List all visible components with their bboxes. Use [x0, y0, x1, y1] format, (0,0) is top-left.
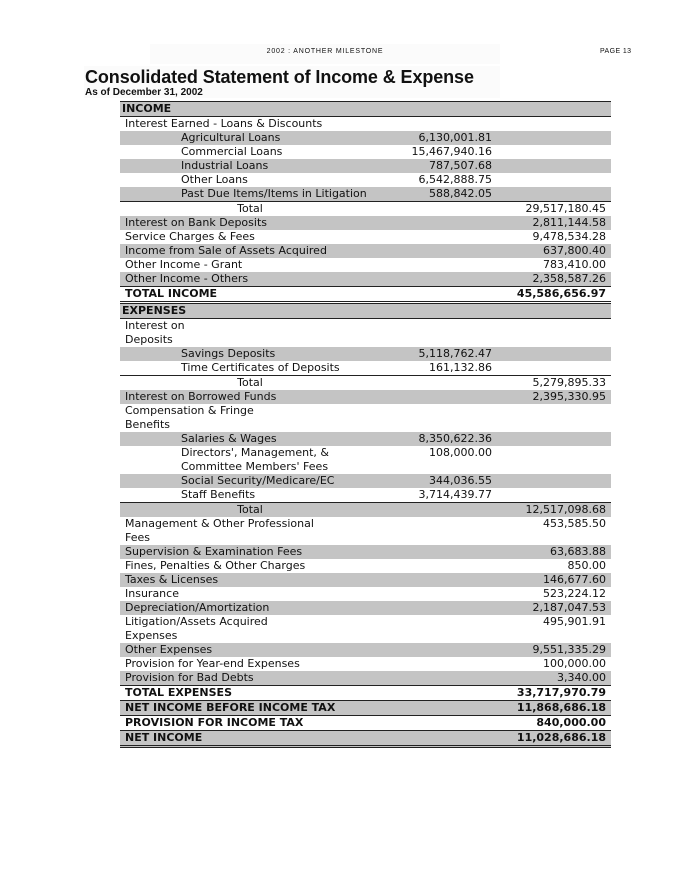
row-label: Supervision & Examination Fees [125, 545, 303, 558]
row-label: Fines, Penalties & Other Charges [125, 559, 306, 572]
row-amount: 6,130,001.81 [418, 131, 492, 144]
row-amount: 588,842.05 [429, 187, 492, 200]
line-item-row [120, 361, 611, 376]
row-amount: 2,187,047.53 [532, 601, 606, 614]
line-item-row [120, 131, 611, 145]
total-amount: 45,586,656.97 [516, 287, 606, 300]
total-amount: 11,868,686.18 [516, 701, 606, 714]
row-amount: 787,507.68 [429, 159, 492, 172]
row-amount: 5,118,762.47 [418, 347, 492, 360]
row-label: Directors', Management, & Committee Members' Fees [181, 446, 329, 473]
interest-on-deposits-row [120, 319, 611, 347]
row-label: Taxes & Licenses [125, 573, 219, 586]
line-item-row [120, 432, 611, 446]
row-amount: 2,811,144.58 [532, 216, 606, 229]
subtotal-row [120, 202, 611, 216]
row-label: Interest on Deposits [125, 319, 185, 346]
line-item-row [120, 173, 611, 187]
expenses-heading-row [120, 304, 611, 319]
row-label: Other Income - Others [125, 272, 249, 285]
subtotal-amount: 29,517,180.45 [525, 202, 606, 215]
income-row [120, 272, 611, 287]
row-amount: 3,340.00 [557, 671, 606, 684]
total-label: NET INCOME [125, 731, 203, 744]
row-label: Past Due Items/Items in Litigation [181, 187, 367, 200]
row-amount: 6,542,888.75 [418, 173, 492, 186]
expense-row [120, 657, 611, 671]
total-label: TOTAL INCOME [125, 287, 218, 300]
line-item-row [120, 347, 611, 361]
row-amount: 161,132.86 [429, 361, 492, 374]
row-label: Other Loans [181, 173, 248, 186]
total-label: PROVISION FOR INCOME TAX [125, 716, 304, 729]
expense-row [120, 517, 611, 545]
row-amount: 3,714,439.77 [418, 488, 492, 501]
row-amount: 453,585.50 [543, 517, 606, 530]
expense-row [120, 390, 611, 404]
expense-row [120, 601, 611, 615]
row-label: Savings Deposits [181, 347, 276, 360]
row-label: Insurance [125, 587, 179, 600]
income-row [120, 230, 611, 244]
total-amount: 33,717,970.79 [516, 686, 606, 699]
row-label: Litigation/Assets Acquired Expenses [125, 615, 268, 642]
row-amount: 637,800.40 [543, 244, 606, 257]
subtotal-row [120, 503, 611, 517]
expense-row [120, 545, 611, 559]
subtotal-label: Total [237, 376, 263, 389]
subtotal-amount: 5,279,895.33 [532, 376, 606, 389]
row-amount: 850.00 [567, 559, 606, 572]
page-header [0, 44, 678, 64]
total-income-row [120, 287, 611, 304]
line-item-row [120, 488, 611, 503]
row-label: Service Charges & Fees [125, 230, 255, 243]
row-label: Commercial Loans [181, 145, 283, 158]
row-label: Salaries & Wages [181, 432, 277, 445]
expense-row [120, 573, 611, 587]
row-amount: 15,467,940.16 [411, 145, 492, 158]
subtotal-label: Total [237, 202, 263, 215]
expense-row [120, 615, 611, 643]
row-amount: 783,410.00 [543, 258, 606, 271]
row-amount: 63,683.88 [550, 545, 606, 558]
line-item-row [120, 474, 611, 488]
section-heading: EXPENSES [122, 304, 187, 317]
row-label: Interest on Borrowed Funds [125, 390, 277, 403]
income-heading-row [120, 101, 611, 117]
total-amount: 11,028,686.18 [516, 731, 606, 744]
row-label: Interest Earned - Loans & Discounts [125, 117, 323, 130]
document-title: Consolidated Statement of Income & Expense [85, 67, 474, 87]
income-expense-statement [120, 101, 611, 748]
row-label: Compensation & Fringe Benefits [125, 404, 254, 431]
row-label: Industrial Loans [181, 159, 269, 172]
row-label: Management & Other Professional Fees [125, 517, 314, 544]
line-item-row [120, 145, 611, 159]
row-label: Provision for Year-end Expenses [125, 657, 300, 670]
row-amount: 495,901.91 [543, 615, 606, 628]
row-amount: 8,350,622.36 [418, 432, 492, 445]
income-row [120, 244, 611, 258]
total-label: NET INCOME BEFORE INCOME TAX [125, 701, 336, 714]
section-heading: INCOME [122, 102, 172, 115]
total-amount: 840,000.00 [536, 716, 606, 729]
document-subtitle: As of December 31, 2002 [85, 87, 203, 98]
interest-earned-row [120, 117, 611, 131]
line-item-row [120, 187, 611, 202]
net-income-before-tax-row [120, 701, 611, 716]
row-label: Other Income - Grant [125, 258, 243, 271]
row-label: Income from Sale of Assets Acquired [125, 244, 327, 257]
expense-row [120, 559, 611, 573]
row-label: Staff Benefits [181, 488, 256, 501]
row-label: Time Certificates of Deposits [181, 361, 340, 374]
row-label: Agricultural Loans [181, 131, 281, 144]
row-amount: 100,000.00 [543, 657, 606, 670]
total-label: TOTAL EXPENSES [125, 686, 232, 699]
expense-row [120, 671, 611, 686]
row-amount: 108,000.00 [429, 446, 492, 459]
row-label: Provision for Bad Debts [125, 671, 254, 684]
subtotal-amount: 12,517,098.68 [525, 503, 606, 516]
income-tax-row [120, 716, 611, 731]
income-row [120, 216, 611, 230]
running-title: 2002 : ANOTHER MILESTONE [266, 48, 384, 55]
expense-row [120, 587, 611, 601]
row-label: Other Expenses [125, 643, 213, 656]
row-amount: 9,478,534.28 [532, 230, 606, 243]
expense-row [120, 643, 611, 657]
row-label: Social Security/Medicare/EC [181, 474, 335, 487]
row-amount: 2,358,587.26 [532, 272, 606, 285]
row-amount: 9,551,335.29 [532, 643, 606, 656]
compensation-row [120, 404, 611, 432]
subtotal-label: Total [237, 503, 263, 516]
line-item-row [120, 159, 611, 173]
row-amount: 523,224.12 [543, 587, 606, 600]
page-number: PAGE 13 [600, 48, 632, 55]
net-income-row [120, 731, 611, 748]
total-expenses-row [120, 686, 611, 701]
subtotal-row [120, 376, 611, 390]
income-row [120, 258, 611, 272]
row-amount: 2,395,330.95 [532, 390, 606, 403]
row-amount: 146,677.60 [543, 573, 606, 586]
row-label: Interest on Bank Deposits [125, 216, 267, 229]
line-item-row [120, 446, 611, 474]
row-label: Depreciation/Amortization [125, 601, 270, 614]
row-amount: 344,036.55 [429, 474, 492, 487]
